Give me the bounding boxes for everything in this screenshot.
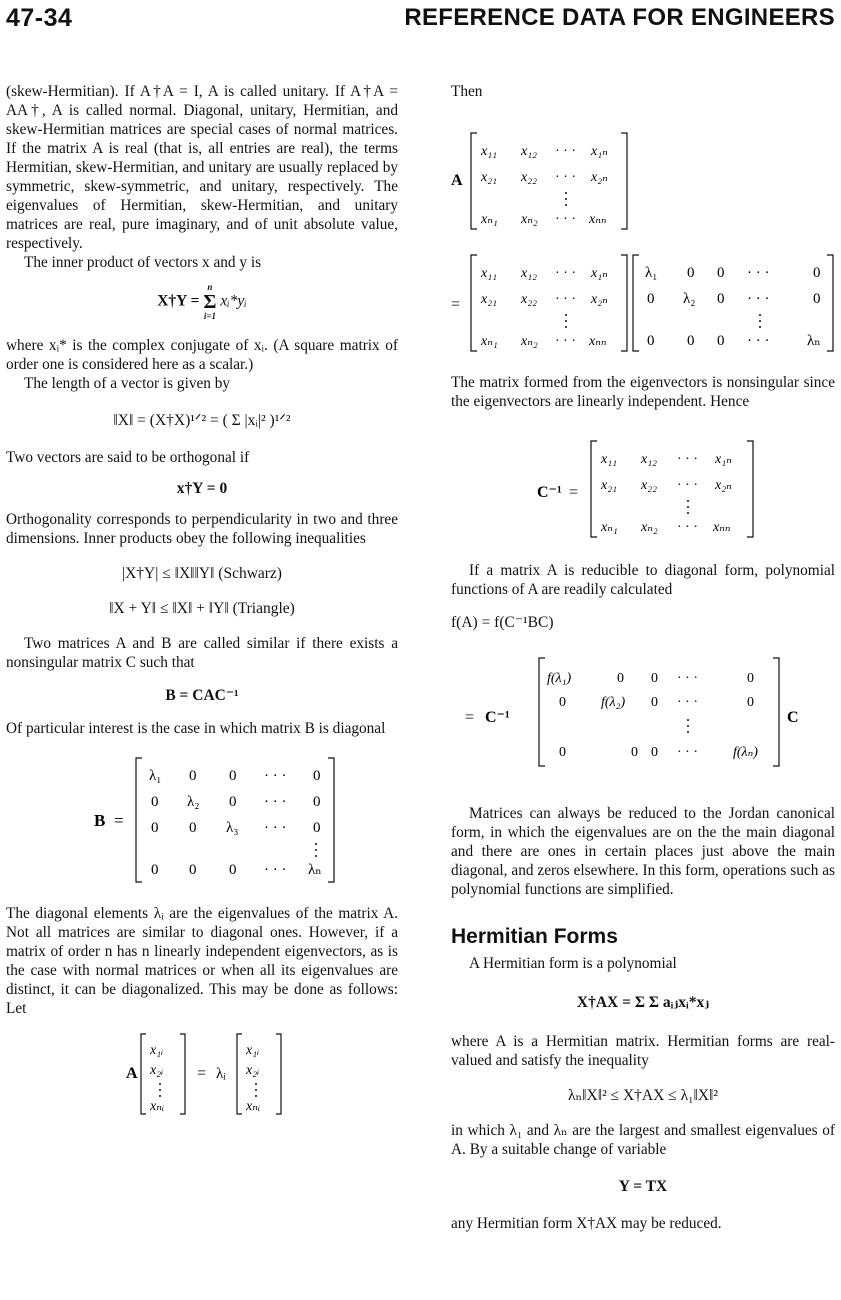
svg-text:λ₃: λ₃ [226,820,239,836]
paragraph: in which λ₁ and λₙ are the largest and smallest eigenvalues of A. By a suitable change of variable [451,1122,835,1158]
svg-text:x₁ᵢ: x₁ᵢ [246,1043,260,1058]
svg-text:0: 0 [229,794,237,810]
page-header [6,4,835,36]
equation-inner-product [6,282,398,322]
matrix-B-diagonal [6,746,398,896]
svg-text:0: 0 [631,745,638,760]
paragraph: Orthogonality corresponds to perpendicularity in two and three dimensions. Inner products obey the following inequalities [6,511,398,547]
svg-text:x₂₁: x₂₁ [601,478,617,493]
equation-change-variable: Y = TX [618,1178,668,1195]
svg-text:0: 0 [717,265,725,281]
svg-text:· · ·: · · · [264,820,287,836]
equation-lhs: X†Y = [157,292,200,310]
svg-text:0: 0 [617,671,624,686]
right-column [451,82,835,1233]
svg-text:0: 0 [151,820,159,836]
equation-similar: B = CAC⁻¹ [165,687,239,704]
equation-hermitian-form: X†AX = Σ Σ aᵢⱼxᵢ*xⱼ [576,994,710,1011]
svg-text:x₂ₙ: x₂ₙ [715,478,732,493]
svg-text:0: 0 [313,794,321,810]
section-heading: Hermitian Forms [451,925,618,948]
svg-text:0: 0 [687,333,695,349]
paragraph: The diagonal elements λᵢ are the eigenvalues of the matrix A. Not all matrices are similar to diagonal ones. However, if a matrix of order n has n linearly independent eigenvectors, as is the case with normal matrices or when all its eigenvalues are distinct, it can be diagonalized. This may be done as follows: Let [6,905,398,1017]
svg-text:· · ·: · · · [555,144,576,159]
equation-eigenvector [6,1024,398,1120]
paragraph: where xᵢ* is the complex conjugate of xᵢ. (A square matrix of order one is considered here as a scalar.) [6,337,398,373]
paragraph: The inner product of vectors x and y is [24,254,262,271]
svg-text:0: 0 [229,768,237,784]
svg-text:x₂ₙ: x₂ₙ [591,292,608,307]
matrix-f-lambda [451,646,835,776]
svg-text:xₙₙ: xₙₙ [589,334,607,349]
svg-text:0: 0 [189,862,197,878]
left-column [6,82,398,1120]
svg-text:xₙₙ: xₙₙ [589,212,607,227]
svg-text:=: = [569,484,579,501]
svg-text:=: = [451,296,461,313]
paragraph: where A is a Hermitian matrix. Hermitian forms are real-valued and satisfy the inequality [451,1033,835,1069]
svg-text:x₂₂: x₂₂ [521,292,537,307]
svg-text:f(λₙ): f(λₙ) [733,745,758,760]
svg-text:λₙ: λₙ [308,862,322,878]
svg-text:x₂₂: x₂₂ [521,170,537,185]
svg-text:· · ·: · · · [264,768,287,784]
svg-text:xₙₙ: xₙₙ [713,520,731,535]
paragraph: Matrices can always be reduced to the Jordan canonical form, in which the eigenvalues are on the the main diagonal and there are ones in certain places just above the main diagonal, and zeros elsewhere. In this form, operations such as polynomial functions are simplified. [451,805,835,898]
equation-length: ‖X‖ = (X†X)¹ᐟ² = ( Σ |xᵢ|² )¹ᐟ² [113,412,291,429]
svg-text:λ₂: λ₂ [187,794,200,810]
svg-text:xₙ₁: xₙ₁ [601,520,618,535]
svg-text:0: 0 [813,291,821,307]
matrix-X-times-Lambda [451,241,835,359]
svg-text:xₙ₂: xₙ₂ [641,520,658,535]
svg-text:· · ·: · · · [677,478,698,493]
paragraph: (skew-Hermitian). If A†A = I, A is called unitary. If A†A = AA†, A is called normal. Diagonal, unitary, Hermitian, and skew-Hermitian matrices are special cases of normal matrices. If the matrix A is real (that is, all entries are real), the terms Hermitian, skew-Hermitian, and unitary are usually replaced by symmetric, skew-symmetric, and unitary, respectively. The eigenvalues of Hermitian, skew-Hermitian, and unitary matrices are real, pure imaginary, and of unit absolute value, respectively. [6,83,398,252]
paragraph: Of particular interest is the case in which matrix B is diagonal [6,720,386,737]
svg-text:x₂ᵢ: x₂ᵢ [150,1063,164,1078]
svg-text:0: 0 [747,671,754,686]
svg-text:λₙ: λₙ [807,333,821,349]
equation-schwarz: |X†Y| ≤ ‖X‖‖Y‖ (Schwarz) [122,565,282,582]
matrix-A-times-X [451,115,835,233]
svg-text:· · ·: · · · [747,333,770,349]
svg-text:0: 0 [313,768,321,784]
svg-text:0: 0 [651,745,658,760]
svg-text:f(λ₂): f(λ₂) [601,695,626,710]
paragraph: Then [451,83,483,100]
svg-text:x₁₁: x₁₁ [481,144,497,159]
paragraph: The length of a vector is given by [24,375,231,392]
equation-inequality: λₙ‖X‖² ≤ X†AX ≤ λ₁‖X‖² [567,1087,719,1104]
svg-text:x₂₁: x₂₁ [481,292,497,307]
svg-text:λ₂: λ₂ [683,291,696,307]
svg-text:λ₁: λ₁ [149,768,162,784]
svg-text:0: 0 [151,794,159,810]
svg-text:xₙ₁: xₙ₁ [481,334,498,349]
svg-text:0: 0 [647,333,655,349]
svg-text:· · ·: · · · [677,671,698,686]
svg-text:0: 0 [651,671,658,686]
svg-text:f(λ₁): f(λ₁) [547,671,572,686]
svg-text:xₙ₂: xₙ₂ [521,334,538,349]
svg-text:· · ·: · · · [747,291,770,307]
svg-text:0: 0 [651,695,658,710]
svg-text:λᵢ: λᵢ [216,1066,226,1082]
svg-text:· · ·: · · · [264,862,287,878]
svg-text:x₁₂: x₁₂ [521,266,537,281]
svg-text:0: 0 [559,695,566,710]
svg-text:A: A [126,1065,138,1082]
svg-text:x₁₂: x₁₂ [521,144,537,159]
matrix-C-inverse [451,423,835,543]
svg-text:x₁₂: x₁₂ [641,452,657,467]
svg-text:0: 0 [813,265,821,281]
paragraph: The matrix formed from the eigenvectors is nonsingular since the eigenvectors are linearly independent. Hence [451,374,835,410]
svg-text:C: C [787,709,799,726]
svg-text:x₁₁: x₁₁ [481,266,497,281]
svg-text:0: 0 [687,265,695,281]
svg-text:x₂₁: x₂₁ [481,170,497,185]
svg-text:0: 0 [189,768,197,784]
svg-text:x₂ₙ: x₂ₙ [591,170,608,185]
svg-text:x₂₂: x₂₂ [641,478,657,493]
svg-text:· · ·: · · · [677,520,698,535]
svg-text:x₁₁: x₁₁ [601,452,617,467]
svg-text:· · ·: · · · [555,170,576,185]
svg-text:=: = [197,1065,207,1082]
paragraph: Two vectors are said to be orthogonal if [6,449,250,466]
svg-text:0: 0 [647,291,655,307]
svg-text:A: A [451,172,463,189]
svg-text:xₙ₂: xₙ₂ [521,212,538,227]
svg-text:0: 0 [229,862,237,878]
svg-text:C⁻¹: C⁻¹ [485,709,510,726]
paragraph: Two matrices A and B are called similar if there exists a nonsingular matrix C such that [6,635,398,671]
svg-text:· · ·: · · · [747,265,770,281]
equation-triangle: ‖X + Y‖ ≤ ‖X‖ + ‖Y‖ (Triangle) [109,600,295,617]
svg-text:· · ·: · · · [264,794,287,810]
running-title: REFERENCE DATA FOR ENGINEERS [404,4,835,31]
paragraph: any Hermitian form X†AX may be reduced. [451,1215,722,1232]
svg-text:x₁ₙ: x₁ₙ [591,144,608,159]
svg-text:0: 0 [313,820,321,836]
equation-orthogonal: x†Y = 0 [176,480,228,497]
svg-text:0: 0 [717,333,725,349]
svg-text:x₁ₙ: x₁ₙ [715,452,732,467]
svg-text:λ₁: λ₁ [645,265,658,281]
svg-text:· · ·: · · · [555,266,576,281]
summation: n Σ i=1 [203,282,217,321]
svg-text:0: 0 [717,291,725,307]
svg-text:=: = [465,709,475,726]
equation-rhs: xᵢ*yᵢ [220,292,247,310]
svg-text:x₁ᵢ: x₁ᵢ [150,1043,164,1058]
svg-text:x₁ₙ: x₁ₙ [591,266,608,281]
symbol: = [114,811,124,830]
page-number: 47-34 [6,4,73,32]
svg-text:· · ·: · · · [677,745,698,760]
svg-text:xₙᵢ: xₙᵢ [246,1099,261,1114]
svg-text:· · ·: · · · [555,292,576,307]
svg-text:· · ·: · · · [555,212,576,227]
svg-text:x₂ᵢ: x₂ᵢ [246,1063,260,1078]
svg-text:· · ·: · · · [677,695,698,710]
svg-text:0: 0 [559,745,566,760]
svg-text:xₙᵢ: xₙᵢ [150,1099,165,1114]
svg-text:xₙ₁: xₙ₁ [481,212,498,227]
svg-text:0: 0 [151,862,159,878]
svg-text:· · ·: · · · [555,334,576,349]
svg-text:0: 0 [189,820,197,836]
symbol: B [94,811,106,830]
paragraph: If a matrix A is reducible to diagonal form, polynomial functions of A are readily calculated [451,562,835,598]
svg-text:0: 0 [747,695,754,710]
svg-text:C⁻¹: C⁻¹ [537,484,562,501]
svg-text:· · ·: · · · [677,452,698,467]
equation-polynomial: f(A) = f(C⁻¹BC) [451,614,554,631]
paragraph: A Hermitian form is a polynomial [469,955,677,972]
